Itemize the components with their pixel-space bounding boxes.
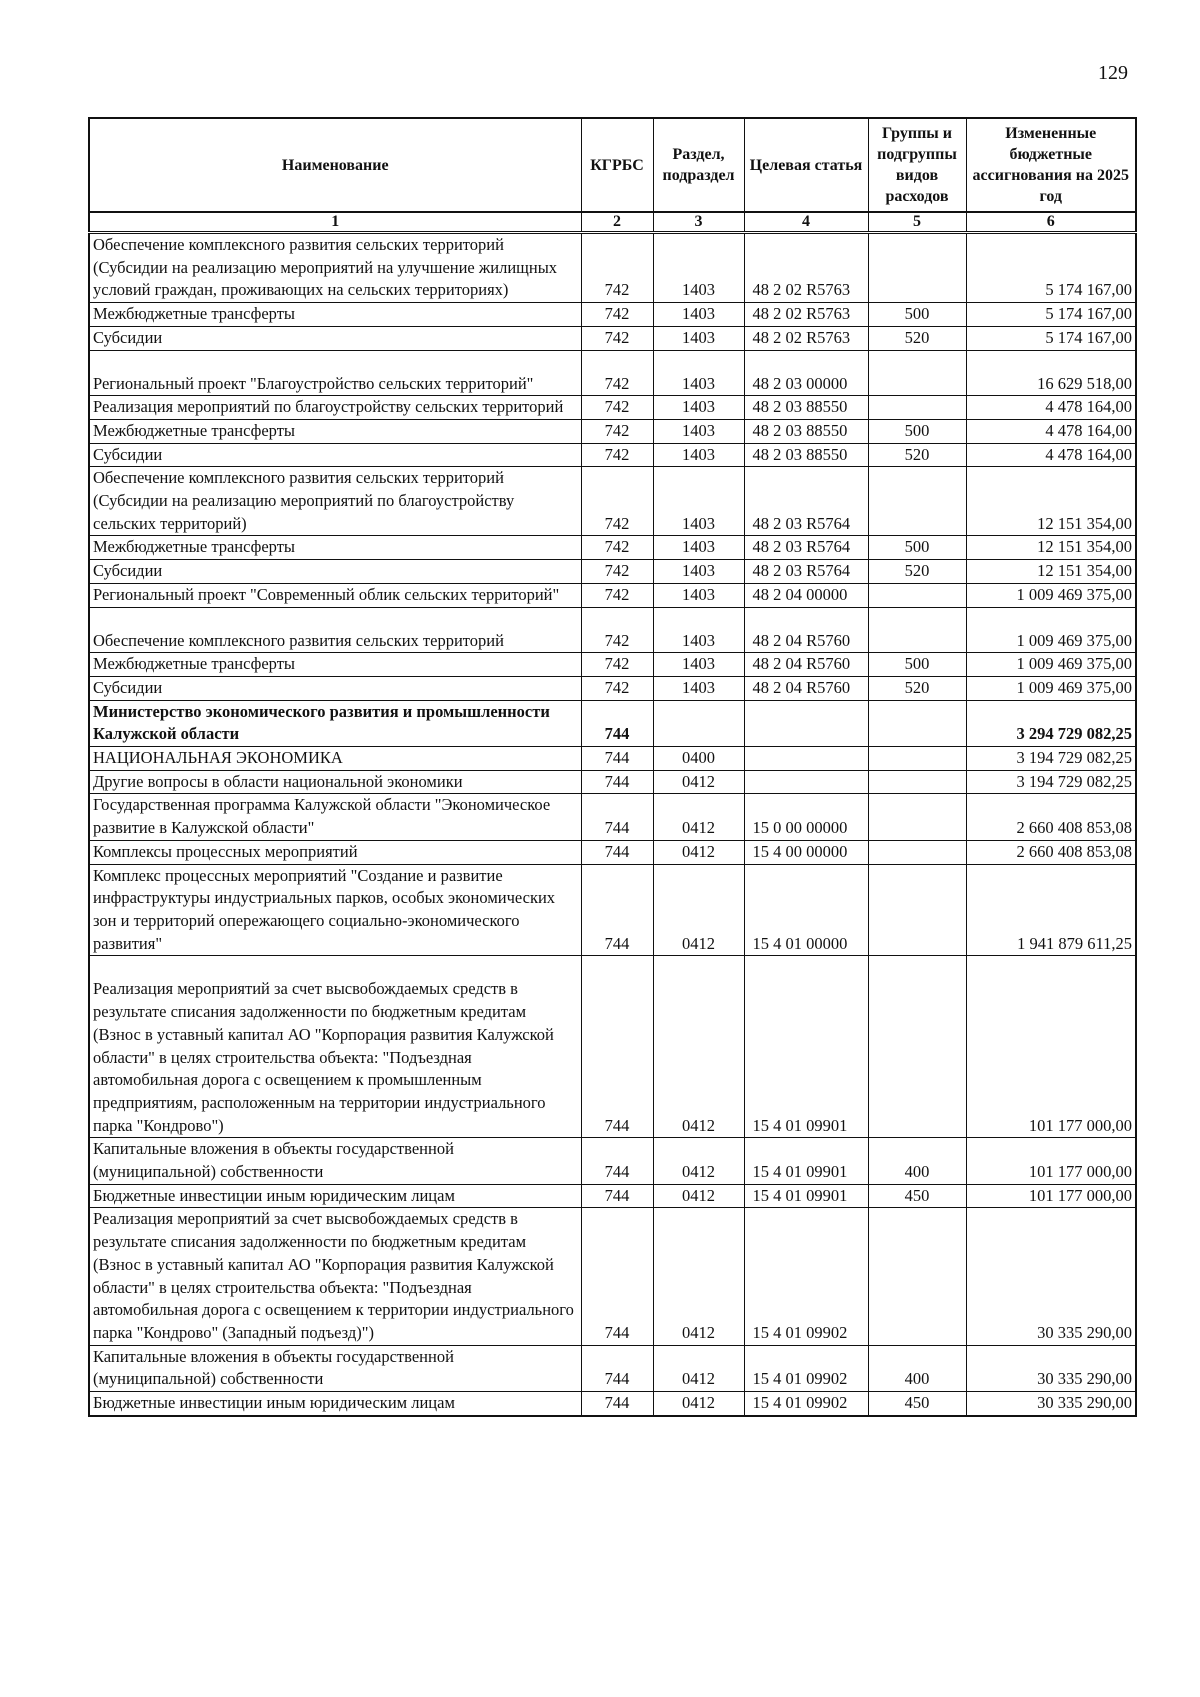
cell-name: Субсидии	[89, 443, 581, 467]
cell-kgrbs: 744	[581, 1184, 653, 1208]
table-row	[89, 536, 1136, 560]
cell-kgrbs: 744	[581, 840, 653, 864]
cell-name: Региональный проект "Благоустройство сельских территорий"	[89, 350, 581, 396]
column-number: 1	[89, 212, 581, 233]
cell-amount: 1 009 469 375,00	[966, 607, 1136, 653]
cell-target: 15 0 00 00000	[744, 794, 868, 840]
cell-section: 1403	[653, 536, 744, 560]
cell-section: 0412	[653, 840, 744, 864]
cell-target: 48 2 04 R5760	[744, 676, 868, 700]
cell-section: 0412	[653, 770, 744, 794]
cell-group	[868, 233, 966, 303]
cell-name: Другие вопросы в области национальной экономики	[89, 770, 581, 794]
table-row	[89, 233, 1136, 303]
cell-group	[868, 1208, 966, 1345]
cell-section: 0412	[653, 794, 744, 840]
cell-section: 1403	[653, 396, 744, 420]
cell-group: 500	[868, 653, 966, 677]
cell-target: 48 2 03 88550	[744, 396, 868, 420]
cell-group	[868, 396, 966, 420]
cell-name: Реализация мероприятий за счет высвобождаемых средств в результате списания задолженности по бюджетным кредитам (Взнос в уставный капитал АО "Корпорация развития Калужской области" в целях строительства объекта: "Подъездная автомобильная дорога с освещением к промышленным предприятиям, расположенным на территории индустриального парка "Кондрово")	[89, 956, 581, 1138]
cell-target: 48 2 03 00000	[744, 350, 868, 396]
cell-kgrbs: 742	[581, 653, 653, 677]
cell-amount: 1 009 469 375,00	[966, 583, 1136, 607]
table-row	[89, 956, 1136, 1138]
table-row	[89, 840, 1136, 864]
cell-name: Государственная программа Калужской области "Экономическое развитие в Калужской области"	[89, 794, 581, 840]
cell-kgrbs: 742	[581, 583, 653, 607]
column-number: 4	[744, 212, 868, 233]
cell-name: Реализация мероприятий по благоустройству сельских территорий	[89, 396, 581, 420]
cell-target: 48 2 02 R5763	[744, 326, 868, 350]
cell-target: 48 2 03 R5764	[744, 467, 868, 536]
cell-group	[868, 583, 966, 607]
cell-amount: 12 151 354,00	[966, 536, 1136, 560]
cell-name: Министерство экономического развития и промышленности Калужской области	[89, 700, 581, 746]
cell-group	[868, 840, 966, 864]
cell-kgrbs: 742	[581, 350, 653, 396]
cell-amount: 3 194 729 082,25	[966, 770, 1136, 794]
cell-name: Межбюджетные трансферты	[89, 536, 581, 560]
column-number: 2	[581, 212, 653, 233]
budget-table	[88, 117, 1137, 1417]
cell-name: Реализация мероприятий за счет высвобождаемых средств в результате списания задолженности по бюджетным кредитам (Взнос в уставный капитал АО "Корпорация развития Калужской области" в целях строительства объекта: "Подъездная автомобильная дорога с освещением к территории индустриального парка "Кондрово" (Западный подъезд)")	[89, 1208, 581, 1345]
cell-amount: 30 335 290,00	[966, 1345, 1136, 1391]
table-row	[89, 350, 1136, 396]
cell-group: 500	[868, 419, 966, 443]
cell-name: Межбюджетные трансферты	[89, 653, 581, 677]
cell-group: 500	[868, 303, 966, 327]
cell-target: 15 4 01 09902	[744, 1345, 868, 1391]
header-name: Наименование	[89, 118, 581, 212]
cell-name: Бюджетные инвестиции иным юридическим лицам	[89, 1184, 581, 1208]
cell-amount: 101 177 000,00	[966, 956, 1136, 1138]
cell-kgrbs: 744	[581, 770, 653, 794]
table-row	[89, 653, 1136, 677]
table-row	[89, 864, 1136, 956]
cell-group	[868, 770, 966, 794]
cell-target: 48 2 02 R5763	[744, 303, 868, 327]
table-row	[89, 419, 1136, 443]
cell-group: 520	[868, 443, 966, 467]
cell-name: Субсидии	[89, 676, 581, 700]
table-header-row	[89, 118, 1136, 212]
cell-section: 0412	[653, 956, 744, 1138]
cell-group: 400	[868, 1345, 966, 1391]
cell-group	[868, 864, 966, 956]
cell-section: 1403	[653, 303, 744, 327]
cell-amount: 2 660 408 853,08	[966, 794, 1136, 840]
cell-kgrbs: 742	[581, 396, 653, 420]
cell-kgrbs: 744	[581, 1138, 653, 1184]
cell-section: 0412	[653, 864, 744, 956]
cell-group	[868, 467, 966, 536]
table-row	[89, 1392, 1136, 1416]
cell-amount: 12 151 354,00	[966, 560, 1136, 584]
cell-section: 1403	[653, 653, 744, 677]
table-row	[89, 1184, 1136, 1208]
header-groups: Группы и подгруппы видов расходов	[868, 118, 966, 212]
table-row	[89, 583, 1136, 607]
cell-group	[868, 747, 966, 771]
table-body	[89, 233, 1136, 1416]
cell-amount: 30 335 290,00	[966, 1208, 1136, 1345]
cell-amount: 4 478 164,00	[966, 396, 1136, 420]
cell-section: 0400	[653, 747, 744, 771]
cell-section: 1403	[653, 676, 744, 700]
cell-section: 1403	[653, 467, 744, 536]
cell-amount: 3 194 729 082,25	[966, 747, 1136, 771]
table-row	[89, 303, 1136, 327]
cell-target: 48 2 03 R5764	[744, 536, 868, 560]
cell-amount: 1 009 469 375,00	[966, 676, 1136, 700]
table-row	[89, 770, 1136, 794]
cell-group	[868, 607, 966, 653]
cell-kgrbs: 742	[581, 536, 653, 560]
cell-kgrbs: 742	[581, 560, 653, 584]
cell-target: 15 4 01 09901	[744, 1138, 868, 1184]
cell-name: Обеспечение комплексного развития сельских территорий (Субсидии на реализацию мероприятий на улучшение жилищных условий граждан, проживающих на сельских территориях)	[89, 233, 581, 303]
cell-group: 520	[868, 676, 966, 700]
table-row	[89, 747, 1136, 771]
cell-amount: 1 941 879 611,25	[966, 864, 1136, 956]
cell-target: 15 4 01 09901	[744, 956, 868, 1138]
cell-target: 15 4 01 09902	[744, 1392, 868, 1416]
cell-section	[653, 700, 744, 746]
cell-group: 450	[868, 1184, 966, 1208]
cell-amount: 2 660 408 853,08	[966, 840, 1136, 864]
column-number-row	[89, 212, 1136, 233]
cell-kgrbs: 744	[581, 700, 653, 746]
cell-group: 520	[868, 326, 966, 350]
table-row	[89, 560, 1136, 584]
cell-name: Капитальные вложения в объекты государственной (муниципальной) собственности	[89, 1138, 581, 1184]
cell-target: 15 4 01 09902	[744, 1208, 868, 1345]
cell-amount: 4 478 164,00	[966, 419, 1136, 443]
cell-kgrbs: 744	[581, 1345, 653, 1391]
cell-amount: 16 629 518,00	[966, 350, 1136, 396]
cell-name: Региональный проект "Современный облик сельских территорий"	[89, 583, 581, 607]
cell-name: Обеспечение комплексного развития сельских территорий	[89, 607, 581, 653]
cell-target: 48 2 04 R5760	[744, 607, 868, 653]
cell-kgrbs: 742	[581, 607, 653, 653]
table-row	[89, 1345, 1136, 1391]
cell-name: Субсидии	[89, 326, 581, 350]
cell-amount: 101 177 000,00	[966, 1184, 1136, 1208]
cell-target: 48 2 02 R5763	[744, 233, 868, 303]
cell-target: 15 4 01 09901	[744, 1184, 868, 1208]
cell-section: 1403	[653, 233, 744, 303]
cell-group	[868, 956, 966, 1138]
cell-target	[744, 700, 868, 746]
cell-kgrbs: 742	[581, 443, 653, 467]
cell-amount: 4 478 164,00	[966, 443, 1136, 467]
cell-group	[868, 350, 966, 396]
header-kgrbs: КГРБС	[581, 118, 653, 212]
cell-target: 48 2 03 R5764	[744, 560, 868, 584]
cell-group	[868, 794, 966, 840]
cell-kgrbs: 742	[581, 676, 653, 700]
cell-kgrbs: 742	[581, 326, 653, 350]
column-number: 5	[868, 212, 966, 233]
cell-amount: 3 294 729 082,25	[966, 700, 1136, 746]
cell-kgrbs: 744	[581, 1208, 653, 1345]
cell-kgrbs: 742	[581, 419, 653, 443]
cell-kgrbs: 744	[581, 1392, 653, 1416]
table-row	[89, 443, 1136, 467]
table-row	[89, 396, 1136, 420]
cell-section: 0412	[653, 1138, 744, 1184]
cell-group	[868, 700, 966, 746]
cell-amount: 1 009 469 375,00	[966, 653, 1136, 677]
column-number: 3	[653, 212, 744, 233]
cell-section: 0412	[653, 1392, 744, 1416]
cell-amount: 5 174 167,00	[966, 303, 1136, 327]
cell-section: 1403	[653, 419, 744, 443]
table-row	[89, 676, 1136, 700]
cell-kgrbs: 744	[581, 794, 653, 840]
cell-section: 1403	[653, 607, 744, 653]
page-number: 129	[1098, 62, 1128, 84]
cell-target: 48 2 03 88550	[744, 443, 868, 467]
table-row	[89, 607, 1136, 653]
header-amount: Измененные бюджетные ассигнования на 2025 год	[966, 118, 1136, 212]
cell-kgrbs: 744	[581, 864, 653, 956]
cell-section: 1403	[653, 583, 744, 607]
cell-amount: 12 151 354,00	[966, 467, 1136, 536]
cell-section: 1403	[653, 326, 744, 350]
cell-group: 500	[868, 536, 966, 560]
header-section: Раздел, подраздел	[653, 118, 744, 212]
cell-target: 48 2 04 00000	[744, 583, 868, 607]
cell-name: Бюджетные инвестиции иным юридическим лицам	[89, 1392, 581, 1416]
cell-section: 1403	[653, 560, 744, 584]
cell-group: 450	[868, 1392, 966, 1416]
cell-name: Капитальные вложения в объекты государственной (муниципальной) собственности	[89, 1345, 581, 1391]
table-row	[89, 326, 1136, 350]
cell-amount: 101 177 000,00	[966, 1138, 1136, 1184]
cell-target	[744, 747, 868, 771]
cell-target: 15 4 01 00000	[744, 864, 868, 956]
cell-kgrbs: 744	[581, 956, 653, 1138]
cell-kgrbs: 744	[581, 747, 653, 771]
cell-group: 400	[868, 1138, 966, 1184]
cell-section: 1403	[653, 443, 744, 467]
cell-target: 15 4 00 00000	[744, 840, 868, 864]
cell-section: 0412	[653, 1208, 744, 1345]
cell-group: 520	[868, 560, 966, 584]
cell-name: Комплексы процессных мероприятий	[89, 840, 581, 864]
table-row	[89, 700, 1136, 746]
table-row	[89, 1138, 1136, 1184]
cell-amount: 5 174 167,00	[966, 326, 1136, 350]
header-target: Целевая статья	[744, 118, 868, 212]
cell-name: Межбюджетные трансферты	[89, 303, 581, 327]
cell-name: Межбюджетные трансферты	[89, 419, 581, 443]
table-row	[89, 467, 1136, 536]
cell-kgrbs: 742	[581, 303, 653, 327]
cell-target: 48 2 04 R5760	[744, 653, 868, 677]
cell-kgrbs: 742	[581, 467, 653, 536]
table-row	[89, 1208, 1136, 1345]
cell-section: 1403	[653, 350, 744, 396]
cell-target	[744, 770, 868, 794]
cell-name: Комплекс процессных мероприятий "Создание и развитие инфраструктуры индустриальных парков, особых экономических зон и территорий опережающего социально-экономического развития"	[89, 864, 581, 956]
cell-amount: 5 174 167,00	[966, 233, 1136, 303]
cell-kgrbs: 742	[581, 233, 653, 303]
cell-name: НАЦИОНАЛЬНАЯ ЭКОНОМИКА	[89, 747, 581, 771]
column-number: 6	[966, 212, 1136, 233]
cell-target: 48 2 03 88550	[744, 419, 868, 443]
cell-section: 0412	[653, 1184, 744, 1208]
cell-amount: 30 335 290,00	[966, 1392, 1136, 1416]
table-row	[89, 794, 1136, 840]
cell-name: Обеспечение комплексного развития сельских территорий (Субсидии на реализацию мероприятий по благоустройству сельских территорий)	[89, 467, 581, 536]
cell-section: 0412	[653, 1345, 744, 1391]
cell-name: Субсидии	[89, 560, 581, 584]
